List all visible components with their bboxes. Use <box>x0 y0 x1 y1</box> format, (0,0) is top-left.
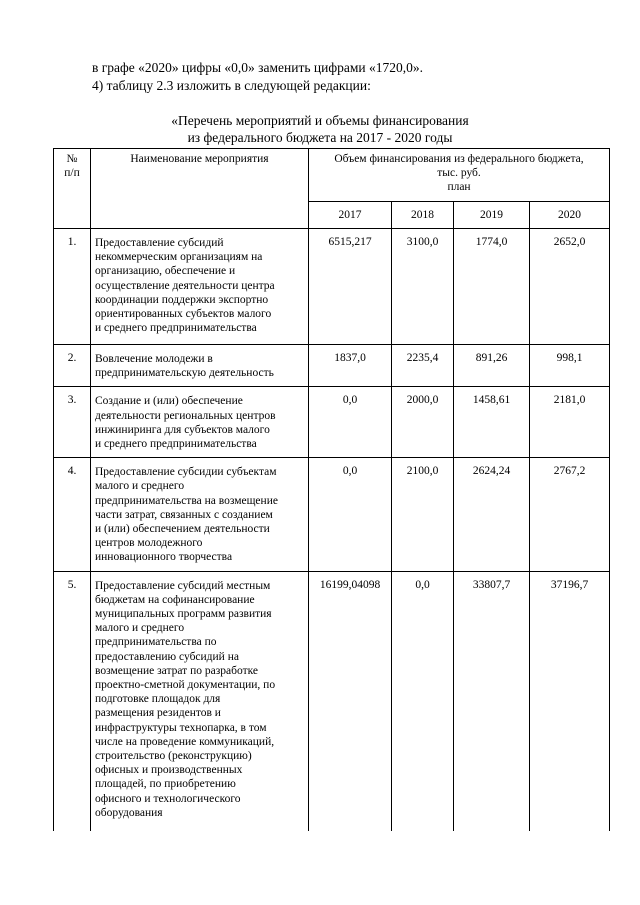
row-name: Вовлечение молодежи в предпринимательскую деятельность <box>91 345 309 387</box>
row-value: 2767,2 <box>530 458 610 571</box>
table-title-line-2: из федерального бюджета на 2017 - 2020 годы <box>187 130 453 145</box>
header-year: 2020 <box>530 202 610 229</box>
row-name: Предоставление субсидий местным бюджетам на софинансирование муниципальных программ развития малого и среднего предпринимательства по предоставлению субсидий на возмещение затрат по разработке проектно-сметной документации, по подготовке площадок для размещения резидентов и инфраструктуры технопарка, в том числе на проведение коммуникаций, строительство (реконструкцию) офисных и производственных площадей, по приобретению офисного и технологического оборудования <box>91 571 309 831</box>
header-year: 2017 <box>309 202 392 229</box>
row-value: 0,0 <box>309 387 392 458</box>
row-value: 0,0 <box>309 458 392 571</box>
row-value: 33807,7 <box>454 571 530 831</box>
row-num: 1. <box>54 229 91 345</box>
table-row <box>54 229 610 345</box>
funding-table <box>53 148 610 831</box>
header-year: 2019 <box>454 202 530 229</box>
table-row <box>54 387 610 458</box>
table-row <box>54 571 610 831</box>
row-value: 1774,0 <box>454 229 530 345</box>
row-value: 0,0 <box>392 571 454 831</box>
row-value: 6515,217 <box>309 229 392 345</box>
row-value: 2181,0 <box>530 387 610 458</box>
row-value: 998,1 <box>530 345 610 387</box>
header-funding: Объем финансирования из федерального бюджета, тыс. руб. план <box>309 149 610 202</box>
row-value: 2100,0 <box>392 458 454 571</box>
row-name: Предоставление субсидий некоммерческим организациям на организацию, обеспечение и осуществление деятельности центра координации поддержки экспортно ориентированных субъектов малого и среднего предпринимательства <box>91 229 309 345</box>
header-num: № п/п <box>54 149 91 229</box>
row-value: 2235,4 <box>392 345 454 387</box>
row-num: 3. <box>54 387 91 458</box>
row-value: 1458,61 <box>454 387 530 458</box>
table-row <box>54 345 610 387</box>
row-name: Создание и (или) обеспечение деятельности региональных центров инжиниринга для субъектов малого и среднего предпринимательства <box>91 387 309 458</box>
row-value: 2624,24 <box>454 458 530 571</box>
intro-line-2: 4) таблицу 2.3 изложить в следующей редакции: <box>92 78 371 93</box>
row-value: 3100,0 <box>392 229 454 345</box>
row-value: 2652,0 <box>530 229 610 345</box>
row-value: 1837,0 <box>309 345 392 387</box>
row-value: 37196,7 <box>530 571 610 831</box>
row-num: 5. <box>54 571 91 831</box>
row-value: 2000,0 <box>392 387 454 458</box>
row-name: Предоставление субсидии субъектам малого и среднего предпринимательства на возмещение части затрат, связанных с созданием и (или) обеспечением деятельности центров молодежного инновационного творчества <box>91 458 309 571</box>
table-title-line-1: «Перечень мероприятий и объемы финансирования <box>171 113 469 128</box>
table-row <box>54 458 610 571</box>
row-value: 16199,04098 <box>309 571 392 831</box>
row-num: 4. <box>54 458 91 571</box>
header-name: Наименование мероприятия <box>91 149 309 229</box>
row-value: 891,26 <box>454 345 530 387</box>
row-num: 2. <box>54 345 91 387</box>
header-year: 2018 <box>392 202 454 229</box>
intro-line-1: в графе «2020» цифры «0,0» заменить цифрами «1720,0». <box>92 60 423 75</box>
